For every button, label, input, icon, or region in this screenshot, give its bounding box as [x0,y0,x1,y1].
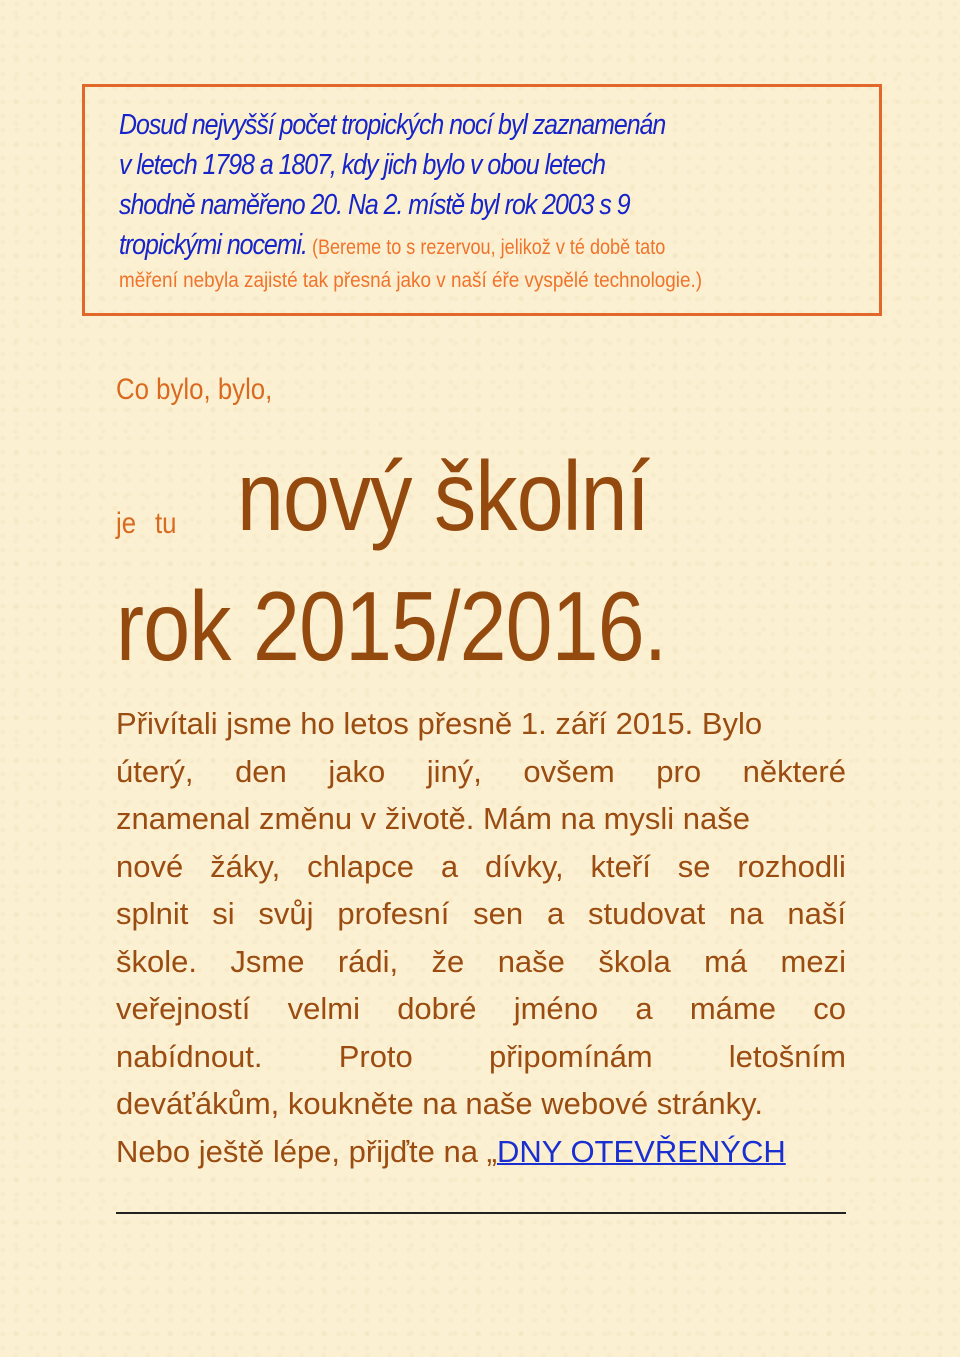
body-word: Jsme [230,943,305,979]
body-word: že [431,943,465,979]
notice-line: Dosud nejvyšší počet tropických nocí byl zaznamenán [119,109,666,141]
body-line [116,795,846,843]
body-word: letošním [728,1038,846,1074]
body-word: znamenal změnu v životě. Mám na mysli naše [116,801,751,836]
body-word: splnit [116,896,189,931]
body-word: žáky, [210,848,281,884]
notice-line: shodně naměřeno 20. Na 2. místě byl rok 2003 s 9 [119,189,630,221]
body-word: rozhodli [737,848,846,884]
body-word: svůj [258,896,314,931]
body-word: veřejností [116,991,251,1026]
body-word: si [212,896,235,931]
body-line-text: Nebo ještě lépe, přijďte na „ [116,1133,497,1169]
body-word: škola [598,943,671,979]
body-word: sen [473,896,524,931]
body-word: kteří [590,848,651,884]
intro-line: Co bylo, bylo, [116,373,273,406]
notice-line: v letech 1798 a 1807, kdy jich bylo v obou letech [119,149,606,181]
body-word: úterý, [116,753,194,789]
notice-text [119,105,755,268]
notice-line [119,225,755,268]
body-word: jako [328,753,386,789]
body-line [116,1080,846,1128]
headline-part1: nový školní [237,441,650,551]
body-word: jméno [513,991,599,1026]
body-word: připomínám [488,1038,653,1074]
article-body [116,700,846,1175]
body-word: den [235,753,287,789]
body-word: máme [689,991,776,1026]
body-word: některé [742,753,846,789]
body-word: co [813,991,846,1026]
body-word: Proto [338,1038,413,1074]
body-word: Přivítali jsme ho letos přesně 1. září 2015. Bylo [116,706,763,741]
body-word: naše [497,943,565,979]
body-word: pro [656,753,702,789]
body-line [116,985,846,1033]
body-word: dobré [397,991,477,1026]
body-word: naší [787,896,846,931]
body-line [116,890,846,938]
body-line [116,843,846,891]
notice-remark-start: (Bereme to s rezervou, jelikož v té době tato [306,236,666,259]
notice-remark-end: měření nebyla zajisté tak přesná jako v naší éře vyspělé technologie.) [119,269,703,292]
body-word: jiný, [426,753,482,789]
body-word: chlapce [307,848,414,884]
headline-part2: rok 2015/2016. [116,571,667,681]
body-line [116,748,846,796]
open-days-link[interactable]: DNY OTEVŘENÝCH [496,1133,786,1169]
body-word: ovšem [523,753,615,789]
body-word: nové [116,848,184,884]
body-word: škole. [116,943,197,979]
footnote-rule [116,1212,846,1214]
intro-je: je [116,507,137,540]
body-word: rádi, [337,943,399,979]
body-word: a [440,848,459,884]
body-word: mezi [780,943,846,979]
body-word: na [729,896,764,931]
body-word: nabídnout. [116,1038,263,1074]
body-line-last [116,1128,846,1176]
intro-tu: tu [155,507,177,540]
body-word: profesní [337,896,450,931]
body-line [116,700,846,748]
body-word: má [704,943,748,979]
tropical-nights-notice [82,84,882,316]
body-word: se [677,848,711,884]
body-word: a [635,991,653,1026]
body-word: a [546,896,565,931]
body-line [116,938,846,986]
body-line [116,1033,846,1081]
body-word: velmi [287,991,360,1026]
body-word: deváťákům, koukněte na naše webové stránky. [116,1086,763,1121]
notice-lead-end: tropickými nocemi. [119,229,307,261]
body-word: dívky, [484,848,564,884]
body-word: studovat [588,896,706,931]
